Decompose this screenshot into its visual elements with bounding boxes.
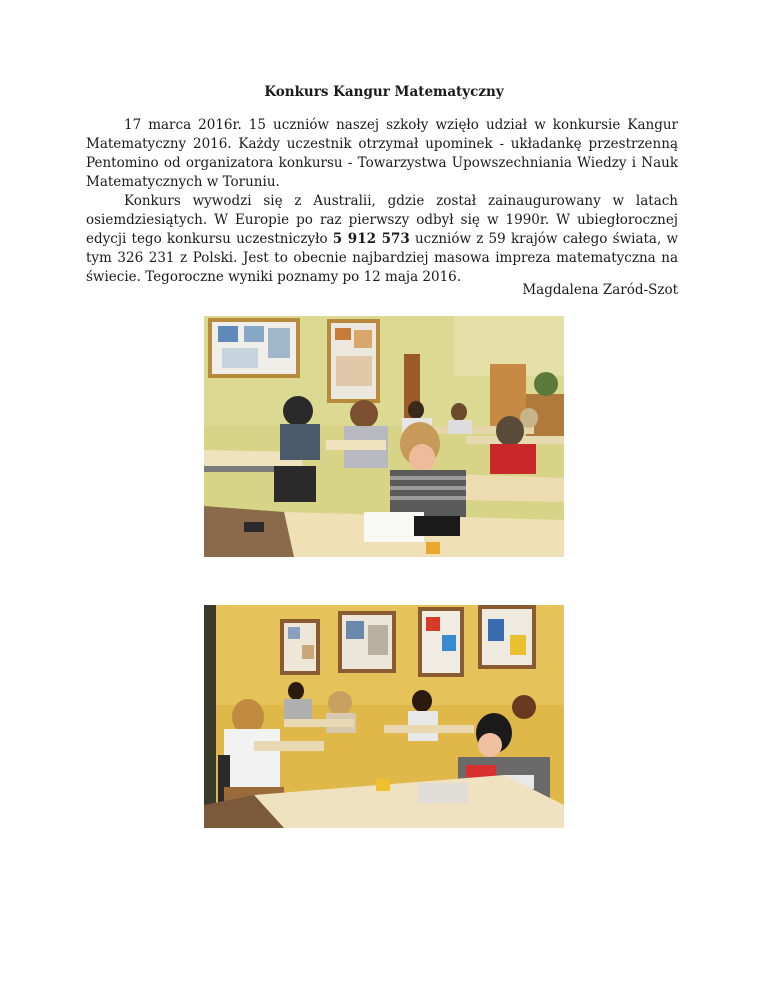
participant-count: 5 912 573 (332, 231, 410, 247)
paragraph-2-end: uczniów z 59 krajów całego świata, w tym 326 231 z Polski. Jest to obecnie najbardziej masowa impreza matematyczna na świecie. Tegoroczne wyniki poznamy po 12 maja 2016. (86, 231, 679, 285)
paragraph-1: 17 marca 2016r. 15 uczniów naszej szkoły wzięło udział w konkursie Kangur Matematyczny 2016. Każdy uczestnik otrzymał upominek - układankę przestrzenną Pentomino od organizatora konkursu - Towarzystwa Upowszechniania Wiedzy i Nauk Matematycznych w Toruniu. (86, 117, 678, 190)
author-signature: Magdalena Zaród-Szot (522, 282, 678, 298)
classroom-photo-2 (204, 605, 564, 828)
article-body (86, 116, 678, 287)
document-title: Konkurs Kangur Matematyczny (264, 84, 504, 100)
paragraph-2-start: Konkurs wywodzi się z Australii, gdzie został zainaugurowany w latach osiemdziesiątych. W Europie po raz pierwszy odbył się w 1990r. W ubiegłorocznej edycji tego konkursu uczestniczyło (86, 193, 678, 247)
paragraph-2 (86, 192, 678, 287)
classroom-photo-1 (204, 316, 564, 557)
